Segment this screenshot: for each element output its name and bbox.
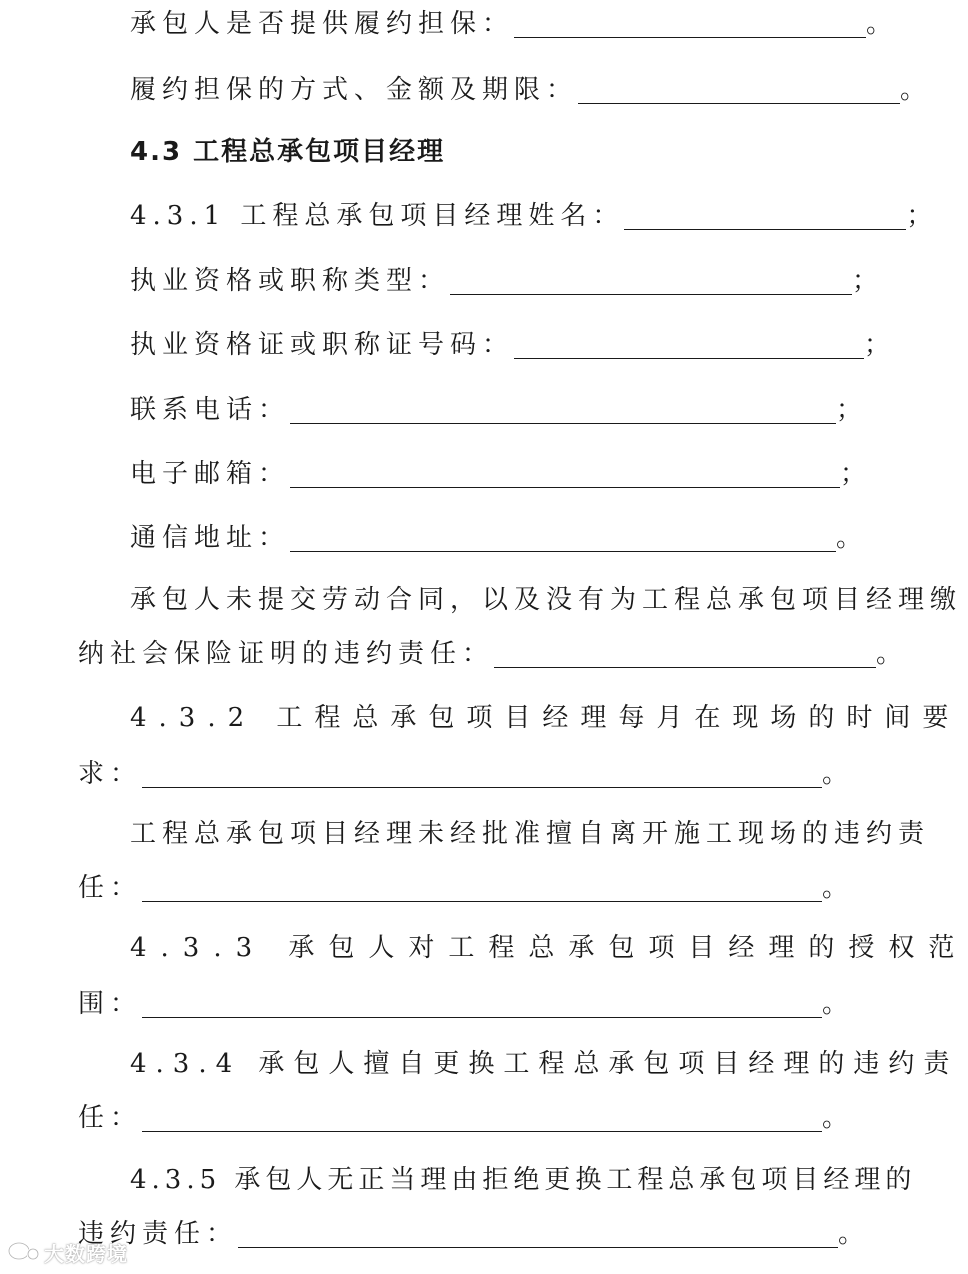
field-label: 通信地址： (130, 523, 291, 553)
fill-in-blank[interactable] (290, 397, 836, 424)
field-label: 纳社会保险证明的违约责任： (78, 639, 495, 669)
form-line-phone (130, 392, 863, 428)
field-label: 任： (78, 1103, 143, 1133)
field-label: 执业资格或职称类型： (130, 266, 451, 296)
form-line-unauthorized-replacement (78, 1100, 849, 1136)
paragraph-onsite-time: 4.3.2 工程总承包项目经理每月在现场的时间要 (130, 703, 961, 733)
watermark-text: 大数跨境 (44, 1241, 128, 1266)
fill-in-blank[interactable] (290, 525, 836, 552)
fill-in-blank[interactable] (450, 268, 852, 295)
fill-in-blank[interactable] (578, 77, 900, 104)
fill-in-blank[interactable] (142, 1105, 822, 1132)
paragraph-labor-contract: 承包人未提交劳动合同，以及没有为工程总承包项目经理缴 (130, 585, 963, 615)
field-label: 承包人是否提供履约担保： (130, 9, 515, 39)
field-label: 求： (78, 759, 143, 789)
fill-in-blank[interactable] (514, 332, 864, 359)
field-label: 围： (78, 989, 143, 1019)
form-line-labor-contract-liability (78, 636, 903, 672)
line-end-punct: 。 (900, 75, 927, 105)
field-label: 执业资格证或职称证号码： (130, 330, 515, 360)
form-line-authorization-scope (78, 986, 849, 1022)
line-end-punct: ； (836, 395, 863, 425)
form-line-pm-name (130, 198, 933, 234)
form-line-onsite-time (78, 756, 849, 792)
line-end-punct: 。 (876, 639, 903, 669)
form-line-refuse-replacement (78, 1216, 865, 1252)
line-end-punct: 。 (822, 873, 849, 903)
line-end-punct: ； (852, 266, 879, 296)
section-heading: 4.3 工程总承包项目经理 (130, 137, 446, 167)
field-label: 联系电话： (130, 395, 291, 425)
fill-in-blank[interactable] (142, 761, 822, 788)
line-end-punct: ； (906, 201, 933, 231)
chat-bubble-logo-icon (6, 1240, 40, 1264)
line-end-punct: 。 (822, 1103, 849, 1133)
paragraph-refuse-replacement: 4.3.5 承包人无正当理由拒绝更换工程总承包项目经理的 (130, 1165, 917, 1195)
line-end-punct: 。 (866, 9, 893, 39)
fill-in-blank[interactable] (494, 641, 876, 668)
line-end-punct: ； (864, 330, 891, 360)
form-line-qualification-type (130, 263, 879, 299)
fill-in-blank[interactable] (290, 461, 840, 488)
form-line-leaving-site-liability (78, 870, 849, 906)
field-label: 4.3.1 工程总承包项目经理姓名： (130, 201, 625, 231)
line-end-punct: ； (840, 459, 867, 489)
fill-in-blank[interactable] (514, 11, 866, 38)
form-line-guarantee-method (130, 72, 927, 108)
form-line-performance-guarantee (130, 6, 893, 42)
fill-in-blank[interactable] (624, 203, 906, 230)
field-label: 电子邮箱： (130, 459, 291, 489)
line-end-punct: 。 (836, 523, 863, 553)
form-line-address (130, 520, 863, 556)
paragraph-authorization-scope: 4.3.3 承包人对工程总承包项目经理的授权范 (130, 933, 968, 963)
field-label: 任： (78, 873, 143, 903)
fill-in-blank[interactable] (142, 991, 822, 1018)
line-end-punct: 。 (838, 1219, 865, 1249)
field-label: 履约担保的方式、金额及期限： (130, 75, 579, 105)
paragraph-leaving-site: 工程总承包项目经理未经批准擅自离开施工现场的违约责 (130, 819, 931, 849)
line-end-punct: 。 (822, 989, 849, 1019)
paragraph-unauthorized-replacement: 4.3.4 承包人擅自更换工程总承包项目经理的违约责 (130, 1049, 959, 1079)
field-label: 违约责任： (78, 1219, 239, 1249)
fill-in-blank[interactable] (142, 875, 822, 902)
line-end-punct: 。 (822, 759, 849, 789)
form-line-certificate-number (130, 327, 891, 363)
fill-in-blank[interactable] (238, 1221, 838, 1248)
form-line-email (130, 456, 867, 492)
watermark (6, 1236, 128, 1268)
